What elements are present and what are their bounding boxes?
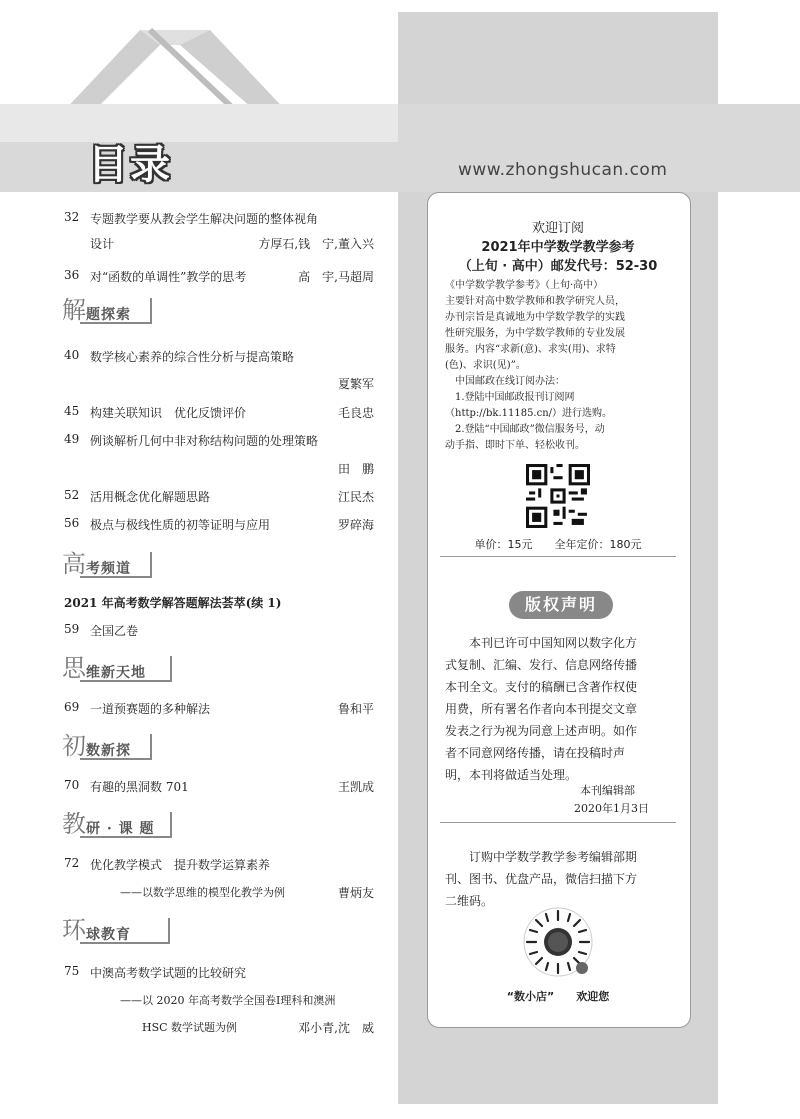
copyright-title: 版权声明 — [509, 591, 613, 619]
article-title: 优化教学模式 提升数学运算素养 — [90, 858, 271, 872]
magazine-title: 2021年中学数学教学参考 — [481, 240, 635, 255]
article-title: 活用概念优化解题思路 — [90, 490, 211, 504]
article-title: 对“函数的单调性”教学的思考 — [90, 270, 247, 284]
toc-entry[interactable] — [64, 622, 374, 640]
section-header-chushu — [62, 732, 152, 762]
article-title: 一道预赛题的多种解法 — [90, 702, 211, 716]
article-subtitle-cont: HSC 数学试题为例 — [142, 1021, 238, 1034]
wechat-mini-program-code-icon[interactable] — [522, 906, 594, 978]
section-header-jieti — [62, 296, 152, 326]
article-title: 极点与极线性质的初等证明与应用 — [90, 518, 271, 532]
toc-entry[interactable] — [64, 700, 374, 718]
welcome-text: 欢迎订阅 — [531, 221, 584, 236]
section-title: 题探索 — [86, 307, 131, 323]
article-title-cont: 设计 — [90, 237, 115, 251]
page-number: 75 — [64, 964, 80, 978]
article-title: 数学核心素养的综合性分析与提高策略 — [90, 350, 295, 364]
section-initial: 环 — [62, 916, 86, 944]
article-subtitle: ——以 2020 年高考数学全国卷Ⅰ理科和澳洲 — [120, 994, 336, 1007]
price-info: 单价：15元 全年定价：180元 — [474, 538, 642, 551]
toc-entry[interactable] — [64, 268, 374, 286]
article-title: 中澳高考数学试题的比较研究 — [90, 966, 247, 980]
article-authors: 曹炳友 — [337, 886, 374, 900]
article-authors: 罗碎海 — [337, 518, 374, 532]
page-number: 52 — [64, 488, 80, 502]
article-authors: 夏繁军 — [337, 377, 374, 391]
copyright-text: 本刊已许可中国知网以数字化方 式复制、汇编、发行、信息网络传播 本刊全文。支付的稿酬已含著作权使 用费，所有署名作者向本刊提交文章 发表之行为视为同意上述声明。如作 者不同意网络传播，请在投稿时声 明，本刊将做适当处理。 — [445, 636, 638, 782]
article-authors: 高 宇,马超周 — [298, 270, 374, 284]
article-title: 全国乙卷 — [90, 624, 139, 638]
page-number: 69 — [64, 700, 80, 714]
toc-entry[interactable] — [64, 404, 374, 422]
page-title: 目录 — [88, 142, 172, 188]
magazine-code: （上旬 · 高中）邮发代号：52-30 — [458, 259, 658, 274]
divider — [440, 822, 676, 823]
magazine-description: 《中学数学教学参考》（上旬·高中） 主要针对高中数学教师和教学研究人员， 办刊宗旨是真诚地为中学数学教学的实践 性研究服务，为中学数学教师的专业发展 服务。内容“求新(意)、求实(用)、求特 (色)、求识(见)”。 中国邮政在线订阅办法： 1.登陆中国邮政报刊订阅网 （http://bk.11185.cn/）进行选购。 2.登陆“中国邮政”微信服务号，动 动手指、即时下单、轻松收刊。 — [445, 280, 625, 451]
section-initial: 高 — [62, 550, 86, 578]
article-authors: 方厚石,钱 宁,董入兴 — [258, 237, 374, 251]
header-band-highlight — [0, 104, 398, 142]
divider — [440, 556, 676, 557]
toc-entry[interactable] — [64, 516, 374, 534]
section-initial: 思 — [62, 654, 86, 682]
toc-entry[interactable] — [64, 348, 374, 391]
article-authors: 江民杰 — [337, 490, 374, 504]
toc-entry[interactable] — [64, 856, 374, 900]
toc-entry[interactable] — [64, 488, 374, 506]
article-authors: 鲁和平 — [337, 702, 374, 716]
toc-subheading: 2021 年高考数学解答题解法荟萃(续 1) — [64, 596, 282, 610]
toc-entry[interactable] — [64, 210, 374, 250]
sign-date: 2020年1月3日 — [574, 802, 649, 815]
article-title: 专题教学要从教会学生解决问题的整体视角 — [90, 212, 319, 226]
toc-entry[interactable] — [64, 964, 374, 1034]
page-number: 56 — [64, 516, 80, 530]
section-header-jiaoyan — [62, 810, 172, 840]
section-initial: 教 — [62, 810, 86, 838]
page-number: 45 — [64, 404, 80, 418]
section-header-gaokao — [62, 550, 152, 580]
editor-dept: 本刊编辑部 — [580, 784, 635, 797]
page-number: 40 — [64, 348, 80, 362]
article-subtitle: ——以数学思维的模型化教学为例 — [120, 886, 285, 899]
section-title: 考频道 — [86, 561, 131, 577]
qr-code-icon[interactable] — [526, 464, 590, 528]
toc-entry[interactable] — [64, 778, 374, 796]
section-title: 维新天地 — [86, 665, 146, 681]
section-title: 研 · 课 题 — [86, 821, 155, 837]
website-url[interactable]: www.zhongshucan.com — [458, 160, 668, 180]
shop-label: “数小店” 欢迎您 — [506, 990, 610, 1003]
article-authors: 邓小青,沈 威 — [298, 1021, 374, 1035]
page-number: 59 — [64, 622, 80, 636]
toc-entry[interactable] — [64, 432, 374, 476]
page-number: 49 — [64, 432, 80, 446]
section-initial: 解 — [62, 296, 86, 324]
section-header-siwei — [62, 654, 172, 684]
section-title: 数新探 — [86, 743, 131, 759]
article-authors: 田 鹏 — [337, 462, 374, 476]
section-header-huanqiu — [62, 916, 172, 946]
article-authors: 王凯成 — [337, 780, 374, 794]
section-initial: 初 — [62, 732, 86, 760]
article-title: 构建关联知识 优化反馈评价 — [90, 406, 247, 420]
article-title: 例谈解析几何中非对称结构问题的处理策略 — [90, 434, 319, 448]
article-title: 有趣的黑洞数 701 — [90, 780, 189, 794]
page-number: 70 — [64, 778, 80, 792]
section-title: 球教育 — [86, 927, 131, 943]
page-number: 32 — [64, 210, 80, 224]
page-number: 36 — [64, 268, 80, 282]
page-number: 72 — [64, 856, 80, 870]
article-authors: 毛良忠 — [337, 406, 374, 420]
order-text: 订购中学数学教学参考编辑部期 刊、图书、优盘产品，微信扫描下方 二维码。 — [445, 850, 638, 908]
